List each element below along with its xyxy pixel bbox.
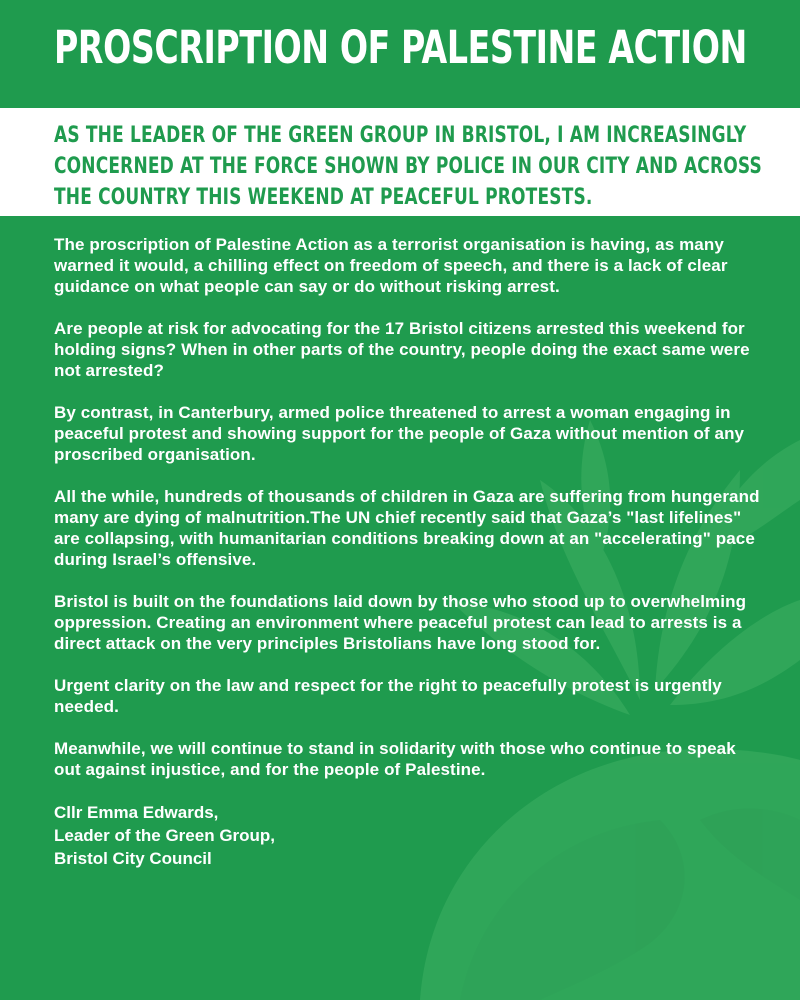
paragraph: Urgent clarity on the law and respect for the right to peacefully protest is urgently needed. [54, 676, 722, 716]
signature-org: Bristol City Council [54, 849, 212, 868]
header-band [0, 0, 800, 108]
subheading: AS THE LEADER OF THE GREEN GROUP IN BRISTOL, I AM INCREASINGLY CONCERNED AT THE FORCE SHOWN BY POLICE IN OUR CITY AND ACROSS THE COUNTRY THIS WEEKEND AT PEACEFUL PROTESTS. [54, 123, 762, 210]
paragraph: By contrast, in Canterbury, armed police threatened to arrest a woman engaging in peaceful protest and showing support for the people of Gaza without mention of any proscribed organisation. [54, 403, 745, 464]
paragraph: All the while, hundreds of thousands of children in Gaza are suffering from hungerand many are dying of malnutrition.The UN chief recently said that Gaza’s "last lifelines" are collapsing, with humanitarian conditions breaking down at an "accelerating" pace during Israel’s offensive. [54, 487, 760, 569]
signature-role: Leader of the Green Group, [54, 826, 276, 845]
letter-body [0, 216, 800, 870]
subheading-band [0, 108, 800, 216]
page-title: PROSCRIPTION OF PALESTINE ACTION [54, 21, 747, 74]
signature [54, 801, 760, 870]
paragraph: The proscription of Palestine Action as a terrorist organisation is having, as many warned it would, a chilling effect on freedom of speech, and there is a lack of clear guidance on what people can say or do without risking arrest. [54, 235, 728, 296]
paragraph: Are people at risk for advocating for the 17 Bristol citizens arrested this weekend for holding signs? When in other parts of the country, people doing the exact same were not arrested? [54, 319, 750, 380]
paragraph: Bristol is built on the foundations laid down by those who stood up to overwhelming oppression. Creating an environment where peaceful protest can lead to arrests is a direct attack on the very principles Bristolians have long stood for. [54, 592, 747, 653]
signature-name: Cllr Emma Edwards, [54, 803, 219, 822]
paragraph: Meanwhile, we will continue to stand in solidarity with those who continue to speak out against injustice, and for the people of Palestine. [54, 739, 736, 779]
